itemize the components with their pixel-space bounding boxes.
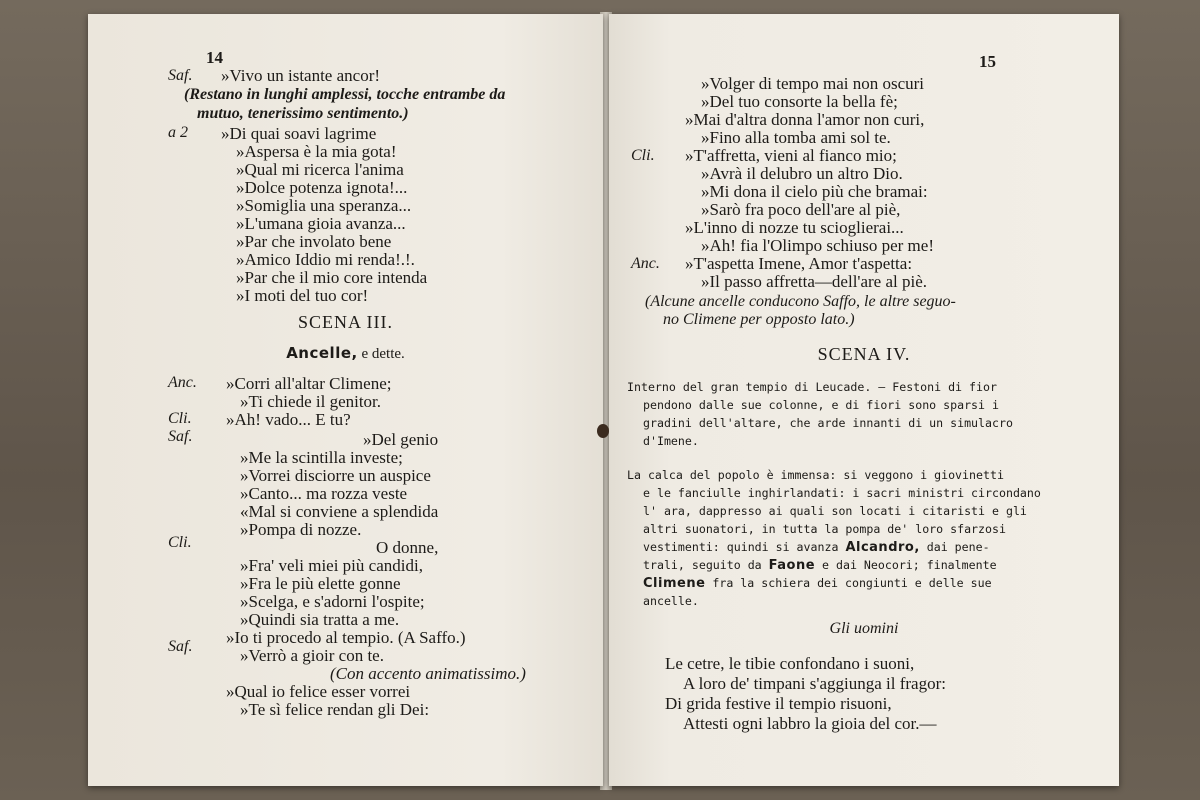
verse-line: »Volger di tempo mai non oscuri [701, 74, 925, 93]
verse-line: »Del tuo consorte la bella fè; [701, 92, 898, 111]
character-name: Climene [643, 576, 706, 591]
verse-line: »Mai d'altra donna l'amor non curi, [685, 110, 925, 129]
verse-line: »Quindi sia tratta a me. [240, 610, 400, 629]
verse-line: »Ah! fia l'Olimpo schiuso per me! [701, 236, 934, 255]
speaker-label: Saf. [168, 428, 193, 445]
speaker-label: Anc. [168, 374, 197, 391]
verse-line: A loro de' timpani s'aggiunga il fragor: [683, 674, 946, 693]
verse-line: »Te sì felice rendan gli Dei: [240, 700, 430, 719]
description-text: dai pene- [926, 540, 990, 554]
verse-line: »Del genio [363, 430, 439, 449]
speaker-label: Cli. [168, 410, 192, 427]
verse-line: »Fra le più elette gonne [240, 574, 401, 593]
character-name: Faone [768, 558, 816, 573]
verse-line: »Qual mi ricerca l'anima [236, 160, 404, 179]
chorus-title: Gli uomini [829, 620, 899, 637]
speaker-label: a 2 [168, 124, 188, 141]
verse-line: »T'affretta, vieni al fianco mio; [685, 146, 897, 165]
verse-line: »Somiglia una speranza... [236, 196, 412, 215]
verse-line: »Aspersa è la mia gota! [236, 142, 397, 161]
verse-line: »I moti del tuo cor! [236, 286, 369, 305]
speaker-label: Saf. [168, 67, 193, 84]
verse-line: »T'aspetta Imene, Amor t'aspetta: [685, 254, 913, 273]
description-text: trali, seguito da [643, 558, 762, 572]
verse-line: »Vivo un istante ancor! [221, 66, 381, 85]
verse-line: »Corri all'altar Climene; [226, 374, 392, 393]
verse-line: »L'umana gioia avanza... [236, 214, 406, 233]
description-text: fra la schiera dei congiunti e delle sue [712, 576, 992, 590]
binding-pin [597, 424, 609, 438]
verse-line: »Il passo affretta—dell'are al piè. [701, 272, 928, 291]
stage-direction: (Alcune ancelle conducono Saffo, le altre seguo- [645, 293, 956, 310]
stage-description [643, 556, 997, 575]
verse-line: »Di quai soavi lagrime [221, 124, 377, 143]
stage-description: pendono dalle sue colonne, e di fiori sono sparsi i [643, 398, 999, 412]
speaker-label: Anc. [631, 255, 660, 272]
stage-direction: (Restano in lunghi amplessi, tocche entrambe da [184, 86, 506, 103]
verse-line: »Verrò a gioir con te. [240, 646, 384, 665]
page-number-right: 15 [979, 52, 996, 71]
verse-line: »Pompa di nozze. [240, 520, 362, 539]
verse-line: »Sarò fra poco dell'are al piè, [701, 200, 901, 219]
verse-line: »Fra' veli miei più candidi, [240, 556, 423, 575]
left-page [88, 14, 603, 786]
scene-persons-rest: e dette. [361, 346, 405, 362]
stage-description: d'Imene. [643, 434, 699, 448]
stage-direction: mutuo, tenerissimo sentimento.) [197, 105, 409, 122]
verse-line: Di grida festive il tempio risuoni, [665, 694, 892, 713]
verse-line: »Mi dona il cielo più che bramai: [701, 182, 928, 201]
stage-description [643, 574, 992, 593]
verse-line: »Vorrei disciorre un auspice [240, 466, 431, 485]
verse-line: »Par che il mio core intenda [236, 268, 428, 287]
verse-line: »Me la scintilla investe; [240, 448, 403, 467]
description-text: vestimenti: quindi si avanza [643, 540, 839, 554]
verse-line: »Ti chiede il genitor. [240, 392, 382, 411]
stage-description: ancelle. [643, 594, 699, 608]
verse-line: »Dolce potenza ignota!... [236, 178, 408, 197]
description-text: e dai Neocori; finalmente [822, 558, 997, 572]
speaker-label: Cli. [168, 534, 192, 551]
verse-line: »Io ti procedo al tempio. (A Saffo.) [226, 628, 466, 647]
stage-direction: (Con accento animatissimo.) [330, 664, 526, 683]
page-number-left: 14 [206, 48, 223, 67]
stage-description: La calca del popolo è immensa: si veggono i giovinetti [627, 468, 1004, 482]
character-name: Alcandro, [845, 540, 920, 555]
verse-line: Le cetre, le tibie confondano i suoni, [665, 654, 915, 673]
verse-line: Attesti ogni labbro la gioia del cor.— [683, 714, 937, 733]
verse-line: »Scelga, e s'adorni l'ospite; [240, 592, 425, 611]
verse-line: O donne, [376, 538, 439, 557]
verse-line: »Avrà il delubro un altro Dio. [701, 164, 903, 183]
verse-line: »Ah! vado... E tu? [226, 410, 351, 429]
right-page [609, 14, 1119, 786]
verse-line: »Canto... ma rozza veste [240, 484, 408, 503]
verse-line: »Par che involato bene [236, 232, 392, 251]
stage-description: l' ara, dappresso ai quali son locati i citaristi e gli [643, 504, 1027, 518]
speaker-label: Cli. [631, 147, 655, 164]
stage-description: altri suonatori, in tutta la pompa de' loro sfarzosi [643, 522, 1006, 536]
stage-description [643, 538, 990, 557]
verse-line: »L'inno di nozze tu scioglierai... [685, 218, 904, 237]
verse-line: »Amico Iddio mi renda!.!. [236, 250, 415, 269]
scene-persons [88, 344, 603, 363]
verse-line: »Qual io felice esser vorrei [226, 682, 411, 701]
scene-persons-name: Ancelle, [286, 344, 358, 362]
verse-line: »Fino alla tomba ami sol te. [701, 128, 891, 147]
stage-direction: no Climene per opposto lato.) [663, 311, 855, 328]
speaker-label: Saf. [168, 638, 193, 655]
verse-line: «Mal si conviene a splendida [240, 502, 439, 521]
stage-description: gradini dell'altare, che arde innanti di un simulacro [643, 416, 1013, 430]
scene-title: SCENA IV. [817, 344, 911, 364]
stage-description: Interno del gran tempio di Leucade. — Festoni di fior [627, 380, 997, 394]
scene-title: SCENA III. [298, 312, 393, 332]
stage-description: e le fanciulle inghirlandati: i sacri ministri circondano [643, 486, 1041, 500]
